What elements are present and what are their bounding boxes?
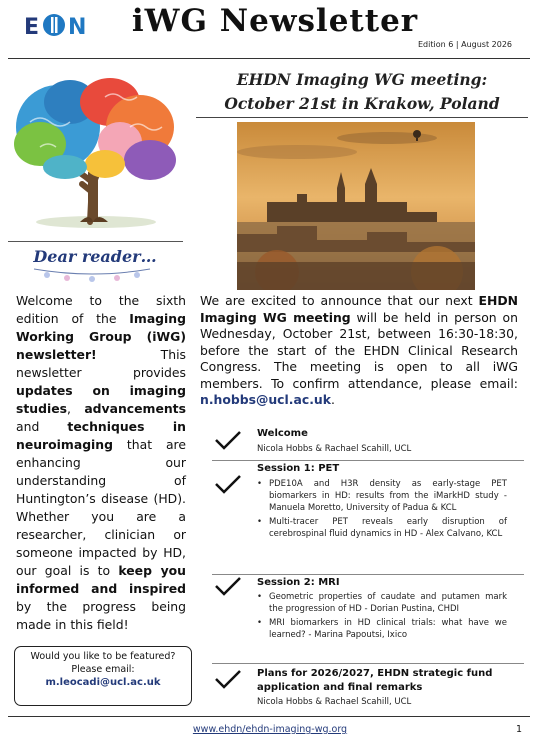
feature-please-email: Please email: xyxy=(71,664,135,675)
session2-talk-list xyxy=(257,591,507,643)
intro-text-segment: advancements xyxy=(84,401,186,416)
announce-text-segment: We are excited to announce that our next xyxy=(200,293,479,308)
agenda-welcome-title: Welcome xyxy=(257,428,308,439)
agenda-divider xyxy=(212,663,524,664)
announce-text-segment: . xyxy=(330,392,335,407)
intro-text-segment: This newsletter provides xyxy=(16,347,186,380)
checkmark-icon xyxy=(214,474,242,494)
krakow-skyline-photo xyxy=(237,122,475,290)
checkmark-icon xyxy=(214,669,242,689)
session2-talk-2: • MRI biomarkers in HD clinical trials: what have we learned? - Marina Papoutsi, Ixico xyxy=(257,617,507,641)
agenda-divider xyxy=(212,574,524,575)
agenda-plans-title-line1: Plans for 2026/2027, EHDN strategic fund xyxy=(257,668,493,679)
feature-question: Would you like to be featured? xyxy=(30,651,176,662)
svg-text:E: E xyxy=(24,15,40,40)
ehdn-logo xyxy=(22,8,102,42)
intro-text-segment: and xyxy=(16,419,68,434)
svg-text:N: N xyxy=(68,15,87,40)
rsvp-email-link[interactable]: n.hobbs@ucl.ac.uk xyxy=(200,392,331,407)
checkmark-icon xyxy=(214,576,242,596)
agenda-plans-title xyxy=(257,667,492,695)
agenda-session1-title: Session 1: PET xyxy=(257,463,340,474)
agenda-session2-title: Session 2: MRI xyxy=(257,577,340,588)
announce-text-segment: will be held in person on Wednesday, October 21st, between 16:30-18:30, before the start of the EHDN Clinical Research Congress. The meeting is open to all iWG members. To confirm attendance, please email: xyxy=(200,309,518,391)
brain-tree-illustration xyxy=(10,72,182,232)
intro-text-segment: that are enhancing our understanding of Huntington’s disease (HD). Whether you are a researcher, clinician or someone impacted by HD, our goal is to xyxy=(16,437,186,578)
checkmark-icon xyxy=(214,430,242,450)
session1-talk-2: • Multi-tracer PET reveals early disruption of cerebrospinal fluid dynamics in HD - Alex Calvano, KCL xyxy=(257,516,507,540)
intro-text-segment: Welcome to the sixth edition of the xyxy=(16,293,186,326)
intro-text-segment: techniques in neuroimaging xyxy=(16,419,186,452)
agenda-divider xyxy=(212,460,524,461)
newsletter-title: iWG Newsletter xyxy=(131,3,419,39)
garland-decoration xyxy=(32,265,152,287)
session1-talk-list xyxy=(257,478,507,542)
session1-talk-1: • PDE10A and H3R density as early-stage PET biomarkers in HD: results from the iMarkHD study - Manuela Moretto, University of Padua & KCL xyxy=(257,478,507,514)
meeting-announcement xyxy=(200,293,518,409)
intro-paragraph xyxy=(16,292,186,634)
meeting-title-line2: October 21st in Krakow, Poland xyxy=(224,94,500,113)
session2-talk-1: • Geometric properties of caudate and putamen mark the progression of HD - Dorian Pustina, CHDI xyxy=(257,591,507,615)
feature-callout-box xyxy=(14,646,192,706)
intro-text-segment: keep you informed and inspired xyxy=(16,563,186,596)
intro-text-segment: updates on imaging studies xyxy=(16,383,186,416)
announce-text-segment: EHDN Imaging WG meeting xyxy=(200,293,518,325)
right-divider xyxy=(196,117,528,118)
meeting-title-line1: EHDN Imaging WG meeting: xyxy=(236,70,488,89)
agenda-welcome-speakers: Nicola Hobbs & Rachael Scahill, UCL xyxy=(257,444,412,454)
intro-text-segment: Imaging Working Group (iWG) newsletter! xyxy=(16,311,186,362)
footer-divider xyxy=(8,716,530,717)
feature-email-link[interactable]: m.leocadi@ucl.ac.uk xyxy=(45,677,161,688)
intro-text-segment: by the progress being made in this field! xyxy=(16,599,186,632)
agenda-plans-speakers: Nicola Hobbs & Rachael Scahill, UCL xyxy=(257,697,412,707)
left-divider xyxy=(8,241,183,242)
footer-website-link[interactable]: www.ehdn/ehdn-imaging-wg.org xyxy=(192,724,348,735)
meeting-title xyxy=(196,68,528,116)
page-number: 1 xyxy=(516,724,523,735)
greeting-heading: Dear reader… xyxy=(33,247,157,266)
header-divider xyxy=(8,58,530,59)
edition-label: Edition 6 | August 2026 xyxy=(418,40,512,49)
intro-text-segment: , xyxy=(67,401,85,416)
agenda-plans-title-line2: application and final remarks xyxy=(257,682,423,693)
